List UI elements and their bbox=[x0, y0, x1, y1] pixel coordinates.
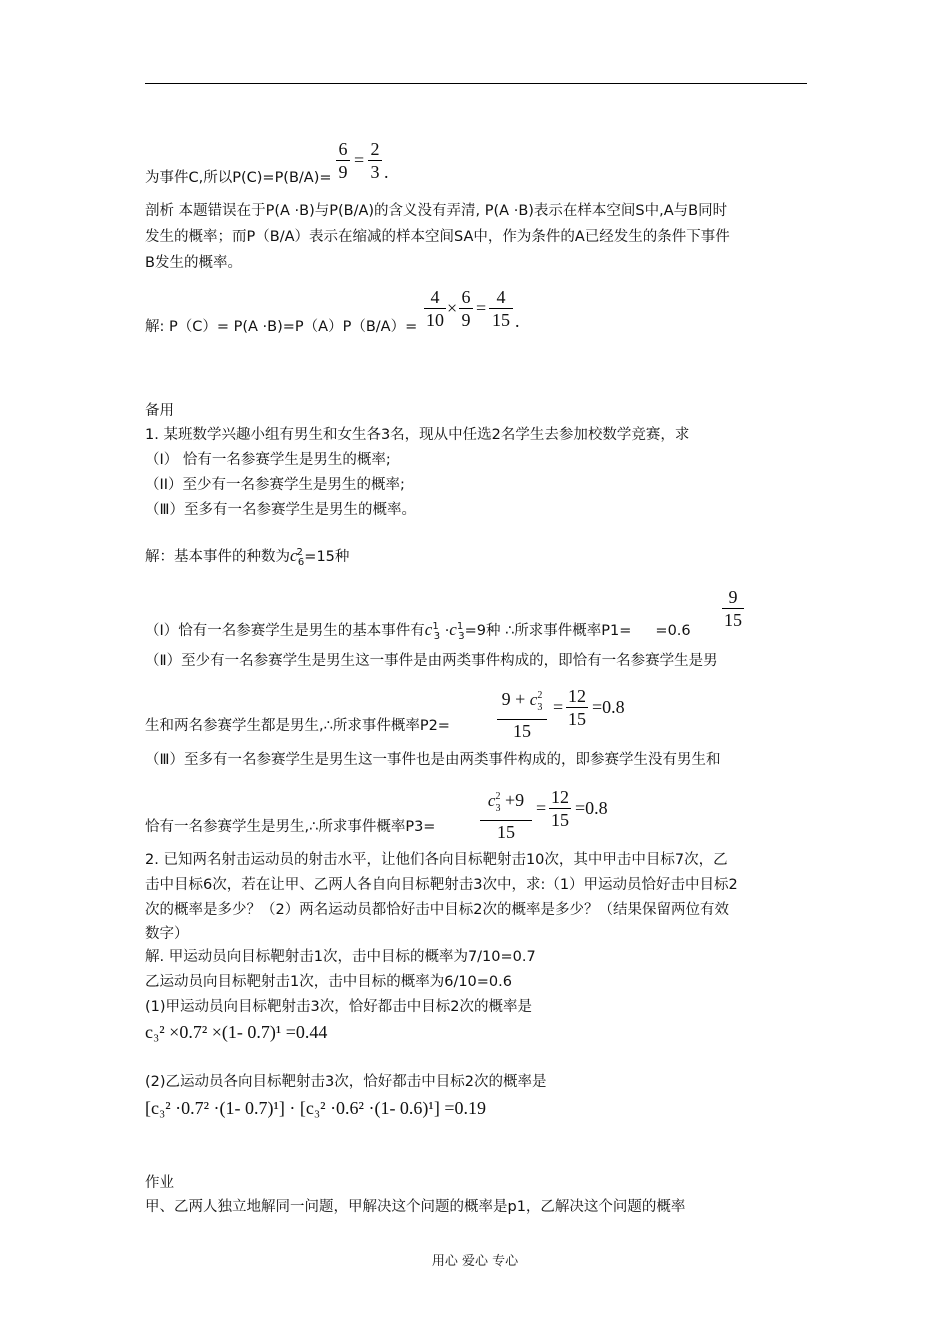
fraction: $c^2_3 +9$ 15 bbox=[480, 786, 532, 843]
fraction: $9 + c^2_3$ 15 bbox=[497, 685, 547, 742]
period: . bbox=[384, 162, 389, 182]
text-line: 1. 某班数学兴趣小组有男生和女生各3名，现从中任选2名学生去参加校数学竞赛，求 bbox=[145, 427, 690, 443]
text-line: 为事件C,所以P(C)=P(B/A)= bbox=[145, 170, 332, 186]
text-line: （Ⅲ）至多有一名参赛学生是男生这一事件也是由两类事件构成的，即参赛学生没有男生和 bbox=[145, 752, 721, 768]
times-sign: × bbox=[447, 298, 458, 318]
text-line: B发生的概率。 bbox=[145, 255, 242, 271]
text-line: 乙运动员向目标靶射击1次，击中目标的概率为6/10=0.6 bbox=[145, 974, 512, 990]
text-line: 解. 甲运动员向目标靶射击1次，击中目标的概率为7/10=0.7 bbox=[145, 949, 536, 965]
text-line: 解: P（C）= P(A ·B)=P（A）P（B/A）= bbox=[145, 319, 418, 335]
text-line: 甲、乙两人独立地解同一问题，甲解决这个问题的概率是p1，乙解决这个问题的概率 bbox=[145, 1199, 686, 1215]
fraction: 2 3 bbox=[368, 138, 382, 183]
fraction: 4 10 bbox=[426, 287, 444, 330]
result: =0.8 bbox=[575, 798, 608, 818]
text-line: （II）至少有一名参赛学生是男生的概率; bbox=[145, 477, 405, 493]
fraction: 6 9 bbox=[459, 286, 473, 331]
text-line: （I） 恰有一名参赛学生是男生的概率; bbox=[145, 452, 391, 468]
text-line: 解：基本事件的种数为$c^2_6=15$种 bbox=[145, 545, 350, 568]
header-rule bbox=[145, 83, 807, 84]
period: . bbox=[515, 311, 520, 331]
fraction: 4 15 bbox=[489, 286, 513, 331]
page-footer: 用心 爱心 专心 bbox=[431, 1254, 519, 1269]
text-line: （Ⅱ）至少有一名参赛学生是男生这一事件是由两类事件构成的，即恰有一名参赛学生是男 bbox=[145, 653, 718, 669]
text-line: (1)甲运动员向目标靶射击3次，恰好都击中目标2次的概率是 bbox=[145, 999, 532, 1015]
formula-line: c₃² ×0.7² ×(1- 0.7)¹ =0.44 bbox=[145, 1022, 328, 1042]
result: =0.8 bbox=[592, 697, 625, 717]
text-line: 次的概率是多少？（2）两名运动员都恰好击中目标2次的概率是多少？（结果保留两位有效 bbox=[145, 902, 729, 918]
text-line: 2. 已知两名射击运动员的射击水平，让他们各向目标靶射击10次，其中甲击中目标7次，乙 bbox=[145, 852, 728, 868]
text-line: 数字） bbox=[145, 926, 189, 942]
equals-sign: = bbox=[476, 298, 487, 318]
formula-line: [c₃² ·0.7² ·(1- 0.7)¹] · [c₃² ·0.6² ·(1- 0.6)¹] =0.19 bbox=[145, 1098, 486, 1118]
text-line: （Ⅲ）至多有一名参赛学生是男生的概率。 bbox=[145, 502, 416, 518]
section-heading: 作业 bbox=[145, 1175, 174, 1191]
fraction: 12 15 bbox=[568, 686, 586, 729]
fraction: 6 9 bbox=[336, 138, 350, 183]
equals-sign: = bbox=[354, 150, 365, 170]
text-line: (2)乙运动员各向目标靶射击3次，恰好都击中目标2次的概率是 bbox=[145, 1074, 547, 1090]
text-line: 剖析 本题错误在于P(A ·B)与P(B/A)的含义没有弄清, P(A ·B)表示在样本空间S中,A与B同时 bbox=[145, 203, 728, 219]
fraction: 12 15 bbox=[551, 787, 569, 830]
text-line: 生和两名参赛学生都是男生,∴所求事件概率P2= bbox=[145, 718, 450, 734]
fraction: 9 15 bbox=[724, 587, 742, 630]
text-line: 击中目标6次，若在让甲、乙两人各自向目标靶射击3次中，求:（1）甲运动员恰好击中目标2 bbox=[145, 877, 738, 893]
equals-sign: = bbox=[536, 798, 547, 818]
text-line: 恰有一名参赛学生是男生,∴所求事件概率P3= bbox=[145, 819, 436, 835]
section-heading: 备用 bbox=[145, 403, 174, 419]
text-line: （Ⅰ）恰有一名参赛学生是男生的基本事件有$c^1_3 \cdot c^1_3=9$种 ∴所求事件概率P1= =0.6 bbox=[145, 619, 691, 642]
text-line: 发生的概率；而P（B/A）表示在缩减的样本空间SA中，作为条件的A已经发生的条件下事件 bbox=[145, 229, 730, 245]
equals-sign: = bbox=[553, 697, 564, 717]
